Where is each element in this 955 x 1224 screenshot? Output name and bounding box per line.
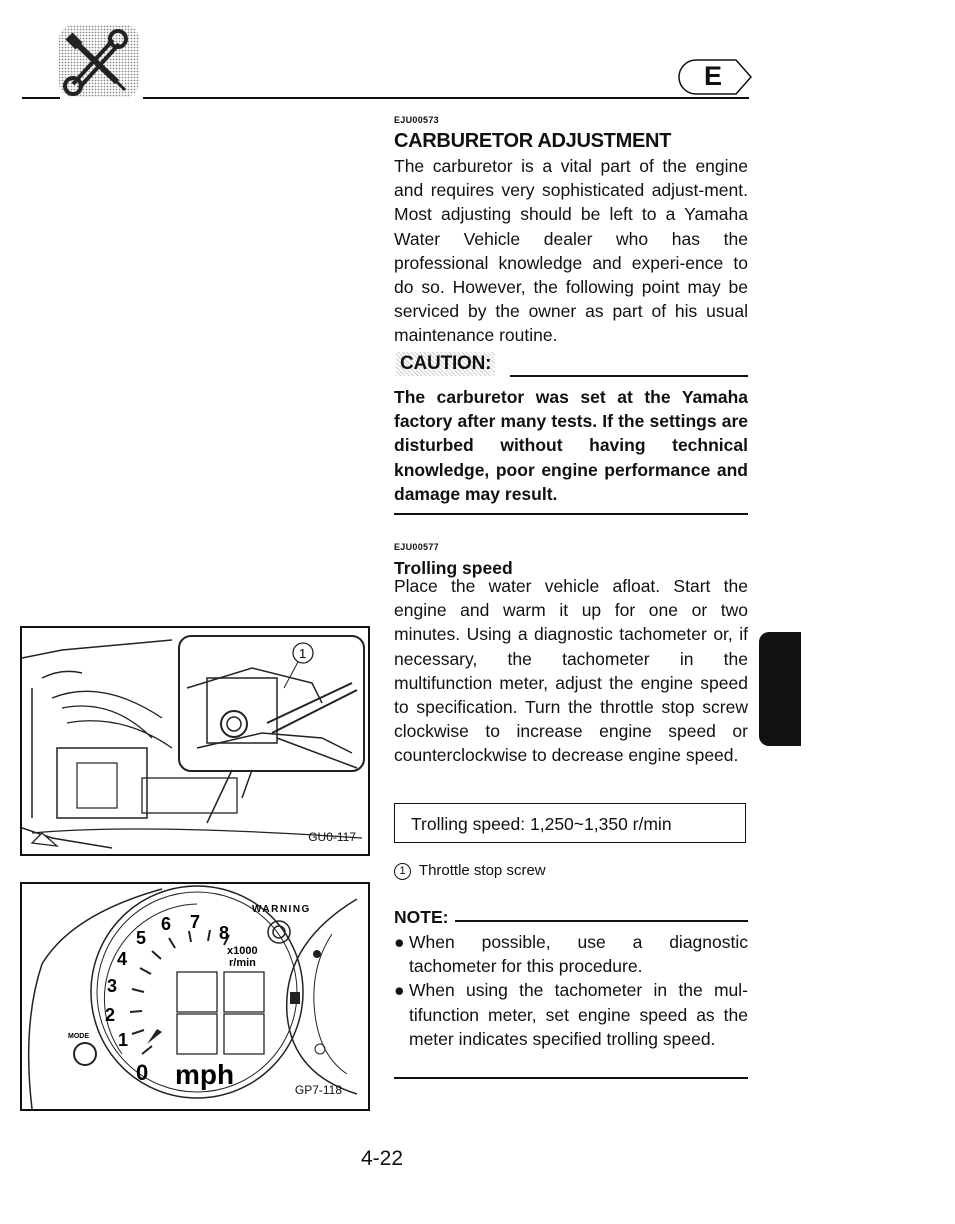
tach-unit: r/min	[229, 957, 256, 969]
callout-text: Throttle stop screw	[418, 862, 546, 879]
dial-number: 0	[136, 1060, 149, 1085]
dial-number: 6	[161, 914, 172, 934]
section-title: CARBURETOR ADJUSTMENT	[394, 130, 672, 152]
section-code: EJU00573	[394, 115, 439, 125]
engine-illustration	[22, 628, 368, 854]
tachometer-illustration	[22, 884, 368, 1109]
subsection-body: Place the water vehicle afloat. Start the engine and warm it up for one or two minutes. Using a diagnostic tachometer or, if necessary, the tachometer in the multifunction meter, adjust the engine speed to specification. Turn the throttle stop screw clockwise to increase engine speed or counterclockwise to decrease engine speed.	[394, 576, 748, 766]
callout-number-badge	[394, 863, 411, 880]
spec-box	[394, 803, 746, 843]
figure-tachometer	[20, 882, 370, 1111]
dial-number: 5	[136, 928, 147, 948]
subsection-code: EJU00577	[394, 542, 439, 552]
note-item	[394, 930, 748, 978]
figure-code: GP7-118	[294, 1083, 342, 1097]
mode-label: MODE	[68, 1033, 89, 1040]
figure-engine	[20, 626, 370, 856]
dial-number: 3	[107, 976, 118, 996]
dial-number: 1	[118, 1030, 129, 1050]
note-list	[394, 930, 748, 1051]
dial-number: 4	[117, 949, 128, 969]
dial-number: 8	[219, 923, 230, 943]
speed-unit: mph	[175, 1059, 235, 1090]
header-rule-left	[22, 97, 60, 99]
note-item-text: When using the tachometer in the mul-tifunction meter, set engine speed as the meter indicates specified trolling speed.	[409, 980, 748, 1049]
callout-number: 1	[399, 865, 406, 877]
section-tab-e	[676, 58, 754, 96]
bullet: ●	[394, 980, 405, 1001]
bullet: ●	[394, 932, 405, 952]
note-label: NOTE:	[394, 907, 449, 927]
note-item-text: When possible, use a diagnostic tachometer for this procedure.	[409, 932, 748, 977]
note-rule-bottom	[394, 1077, 748, 1079]
caution-rule-top	[510, 375, 748, 377]
subsection-title: Trolling speed	[394, 558, 513, 578]
caution-rule-bottom	[394, 513, 748, 515]
note-rule-top	[455, 920, 748, 922]
spec-text: Trolling speed: 1,250~1,350 r/min	[411, 814, 672, 834]
header-rule-right	[143, 97, 749, 99]
tach-multiplier: x1000	[227, 945, 258, 957]
chapter-side-tab	[759, 632, 801, 746]
dial-number: 7	[190, 912, 201, 932]
figure-callout-number: 1	[299, 646, 307, 661]
dial-number: 2	[105, 1005, 116, 1025]
figure-code: GU0-117	[308, 830, 356, 844]
caution-text: The carburetor was set at the Yamaha factory after many tests. If the settings are disturbed without having technical knowledge, poor engine performance and damage may result.	[394, 387, 748, 504]
caution-label-text: CAUTION:	[400, 353, 492, 374]
callout-legend	[394, 862, 546, 880]
section-body: The carburetor is a vital part of the engine and requires very sophisticated adjust-ment. Most adjusting should be left to a Yamaha Water Vehicle dealer who has the professional knowledge and experi-ence to do so. However, the following point may be serviced by the owner as part of his usual maintenance routine.	[394, 156, 748, 346]
warning-label: WARNING	[252, 904, 311, 915]
caution-label	[396, 352, 495, 376]
section-tab-letter: E	[704, 61, 723, 91]
tools-icon	[55, 22, 141, 100]
page-number: 4-22	[361, 1147, 404, 1170]
note-item	[394, 978, 748, 1051]
